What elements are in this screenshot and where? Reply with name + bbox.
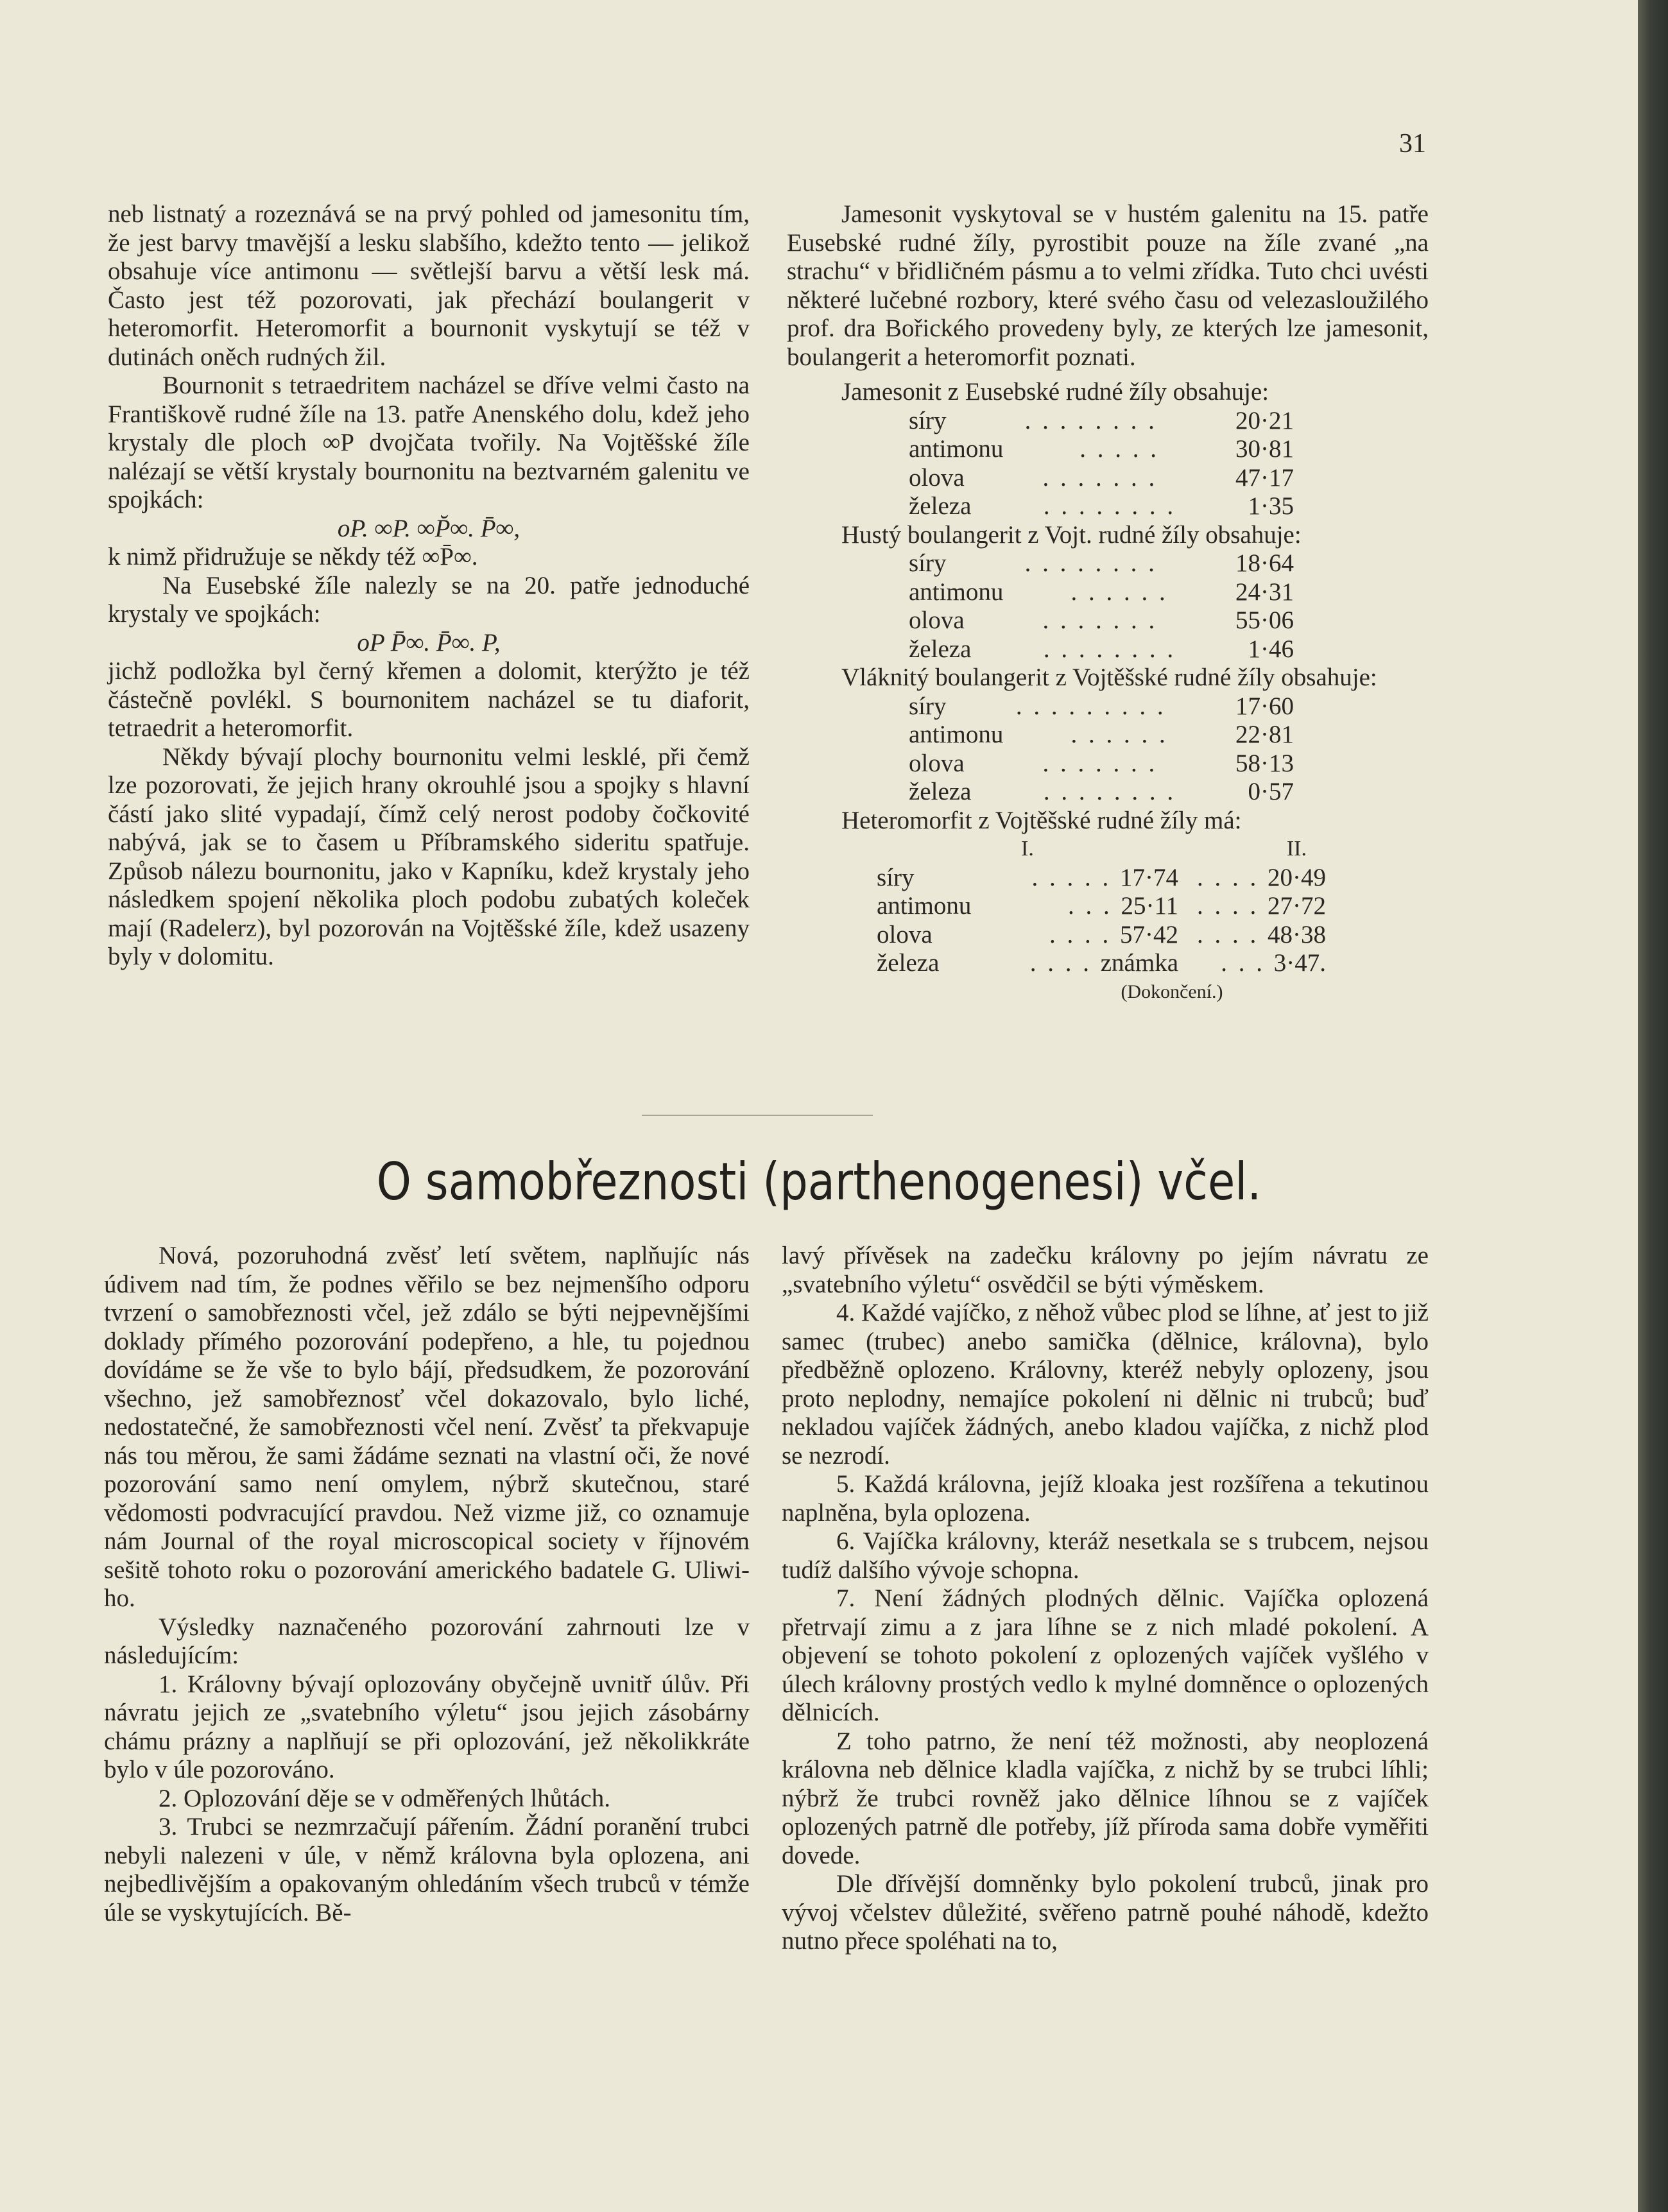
paragraph: 7. Není žádných plodných dělnic. Vajíčka oplozená přetrvají zimu a z jara líhne se z nich mladé pokolení. A objevení se tohoto pokolení z oplozených vajíček vyšlého v úlech královny prostých vedlo k mylné domněnce o oplozených dělnicích.	[782, 1584, 1429, 1726]
paragraph: Dle dřívější domněnky bylo pokolení trubců, jinak pro vývoj včelstev důležité, svěřeno patrně pouhé náhodě, kdežto nutno přece spoléhati na to,	[782, 1870, 1429, 1955]
element-value: 55·06	[1235, 606, 1294, 634]
element-value: 1·46	[1248, 635, 1294, 663]
table-row: železa . . . . . . . . 1·35	[909, 492, 1294, 520]
element-label: síry	[909, 692, 947, 720]
analysis-table-vlaknity-boulangerit	[909, 692, 1294, 807]
right-upper-column	[787, 200, 1429, 1006]
table-row: olova . . . . . . . 47·17	[909, 463, 1294, 492]
table-column-headers	[877, 835, 1326, 864]
column-header-ii: II.	[1286, 837, 1307, 861]
element-value: 22·81	[1235, 721, 1294, 748]
element-value: 47·17	[1235, 463, 1294, 492]
analysis-table-jamesonit	[909, 407, 1294, 521]
element-label: olova	[909, 606, 965, 634]
paragraph: Z toho patrno, že není též možnosti, aby neoplozená královna neb dělnice kladla vajíčka, z nichž by se trubci líhli; nýbrž že trubci rovněž jako dělnice líhnou se z vajíček oplozených patrně dle potřeby, jíž příroda sama dobře vyměřiti dovede.	[782, 1727, 1429, 1869]
table-row: olova . . . . . . . 55·06	[909, 606, 1294, 634]
analysis-table-heteromorfit	[877, 864, 1326, 978]
table-heading: Vláknitý boulangerit z Vojtěšské rudné žíly obsahuje:	[841, 664, 1377, 691]
paragraph: Výsledky naznačeného pozorování zahrnouti lze v následujícím:	[104, 1613, 750, 1669]
table-row: síry . . . . . . . . . 17·60	[909, 692, 1294, 720]
table-heading: Jamesonit z Eusebské rudné žíly obsahuje:	[841, 378, 1269, 406]
element-label: železa	[909, 635, 972, 663]
element-label: železa	[909, 778, 972, 805]
article-right-column	[782, 1242, 1429, 1956]
element-value: 17·60	[1235, 692, 1294, 720]
paragraph: Na Eusebské žíle nalezly se na 20. patře jednoduché krystaly ve spojkách:	[108, 571, 750, 628]
element-label: olova	[909, 463, 965, 492]
element-label: síry	[909, 406, 947, 434]
paragraph: 2. Oplozování děje se v odměřených lhůtách.	[159, 1784, 610, 1812]
value-ii: 48·38	[1268, 920, 1326, 948]
element-label: antimonu	[909, 435, 1004, 463]
element-label: olova	[877, 920, 933, 948]
table-row: olova . . . . . . . 58·13	[909, 749, 1294, 777]
element-value: 18·64	[1235, 549, 1294, 577]
value-ii: 27·72	[1268, 892, 1326, 920]
value-i: 25·11	[1121, 892, 1178, 920]
article-left-column	[104, 1242, 750, 1927]
paragraph: 1. Královny bývají oplozovány obyčejně uvnitř úlův. Při návratu jejich ze „svatebního výletu“ jsou jejich zásobárny chámu prázny a naplňují se při oplozování, jež několikkráte bylo v úle pozorováno.	[104, 1670, 750, 1783]
value-i: 17·74	[1120, 863, 1178, 891]
paragraph: Jamesonit vyskytoval se v hustém galenitu na 15. patře Eusebské rudné žíly, pyrostibit pouze na žíle zvané „na strachu“ v břidličném pásmu a to velmi zřídka. Tuto chci uvésti některé lučebné rozbory, které svého času od velezasloužilého prof. dra Bořického provedeny byly, ze kterých lze jamesonit, boulangerit a heteromorfit poznati.	[787, 200, 1429, 371]
paragraph: 3. Trubci se nezmrzačují pářením. Žádní poranění trubci nebyli nalezeni v úle, v němž královna byla oplozena, ani nejbedlivějším a opakovaným ohledáním všech trubců v témže úle se vyskytujících. Bě-	[104, 1813, 750, 1926]
element-label: síry	[909, 549, 947, 577]
continued-note: (Dokončení.)	[1121, 981, 1223, 1002]
paragraph: k nimž přidružuje se někdy též ∞P̄∞.	[108, 543, 478, 570]
analysis-table-husty-boulangerit	[909, 549, 1294, 664]
table-row: síry . . . . . . . . 20·21	[909, 406, 1294, 434]
element-label: olova	[909, 749, 965, 777]
table-row: železa . . . . . . . . 0·57	[909, 778, 1294, 805]
element-value: 0·57	[1248, 778, 1294, 805]
element-value: 1·35	[1248, 492, 1294, 520]
table-row: síry . . . . . . . . 18·64	[909, 549, 1294, 577]
value-i: známka	[1100, 949, 1178, 977]
value-ii: 20·49	[1268, 863, 1326, 891]
table-row: antimonu . . . 25·11 . . . . 27·72	[877, 892, 1326, 920]
page-number: 31	[1399, 129, 1426, 159]
table-row: antimonu . . . . . . 24·31	[909, 578, 1294, 606]
element-value: 58·13	[1235, 749, 1294, 777]
paragraph: lavý přívěsek na zadečku královny po jejím návratu ze „svatebního výletu“ osvědčil se býti výměskem.	[782, 1242, 1429, 1298]
crystal-formula: oP. ∞P. ∞P̆∞. P̄∞,	[337, 514, 520, 542]
element-label: síry	[877, 863, 915, 891]
article-title: O samobřeznosti (parthenogenesi) včel.	[376, 1152, 1262, 1212]
element-label: antimonu	[909, 578, 1004, 606]
paragraph: jichž podložka byl černý křemen a dolomit, kterýžto je též částečně povlékl. S bournonitem nacházel se tu diaforit, tetraedrit a heteromorfit.	[108, 657, 750, 742]
value-i: 57·42	[1120, 920, 1178, 948]
table-heading: Heteromorfit z Vojtěšské rudné žíly má:	[841, 806, 1242, 834]
table-heading: Hustý boulangerit z Vojt. rudné žíly obsahuje:	[841, 520, 1302, 549]
element-label: železa	[877, 949, 940, 977]
table-row: antimonu . . . . . 30·81	[909, 435, 1294, 463]
paragraph: 6. Vajíčka královny, kteráž nesetkala se s trubcem, nejsou tudíž dalšího vývoje schopna.	[782, 1527, 1429, 1584]
table-row: antimonu . . . . . . 22·81	[909, 721, 1294, 748]
column-header-i: I.	[1021, 837, 1034, 861]
paragraph: 4. Každé vajíčko, z něhož vůbec plod se líhne, ať jest to již samec (trubec) anebo samička (dělnice, královna), bylo předběžně oplozeno. Královny, kteréž nebyly oplozeny, jsou proto neplodny, nemajíce pokolení ni dělnic ni trubců; buď nekladou vajíček žádných, anebo kladou vajíčka, z nichž plod se nezrodí.	[782, 1299, 1429, 1470]
page-edge	[1638, 0, 1668, 2212]
paragraph: Někdy bývají plochy bournonitu velmi lesklé, při čemž lze pozorovati, že jejich hrany okrouhlé jsou a spojky s hlavní částí jako slité vypadají, čímž celý nerost podoby čočkovité nabývá, jak se to časem u Příbramského sideritu spatřuje. Způsob nálezu bournonitu, jako v Kapníku, kdež krystaly jeho následkem spojení několika ploch podobu zubatých koleček mají (Radelerz), byl pozorován na Vojtěšské žíle, kdež usazeny byly v dolomitu.	[108, 742, 750, 970]
section-divider	[642, 1115, 873, 1116]
element-value: 30·81	[1235, 435, 1294, 463]
element-value: 24·31	[1235, 578, 1294, 606]
element-label: železa	[909, 492, 972, 520]
element-label: antimonu	[909, 721, 1004, 748]
table-row: železa . . . . známka . . . 3·47.	[877, 949, 1326, 977]
paragraph: neb listnatý a rozeznává se na prvý pohled od jamesonitu tím, že jest barvy tmavější a lesku slabšího, kdežto tento — jelikož obsahuje více antimonu — světlejší barvu a větší lesk má. Často jest též pozorovati, jak přechází boulangerit v heteromorfit. Heteromorfit a bournonit vyskytují se též v dutinách oněch rudných žil.	[108, 200, 750, 371]
paragraph: Nová, pozoruhodná zvěsť letí světem, naplňujíc nás údivem nad tím, že podnes věřilo se bez nejmenšího odporu tvrzení o samobřeznosti včel, jež zdálo se býti nejpevnějšími doklady přímého pozorování podepřeno, a hle, tu pojednou dovídáme se že vše to bylo bájí, předsudkem, že pozorování všechno, jež samobřeznosť včel dokazovalo, bylo liché, nedostatečné, že samobřeznosti včel není. Zvěsť ta překvapuje nás tou měrou, že sami žádáme seznati na vlastní oči, že nové pozorování samo není omylem, nýbrž skutečnou, staré vědomosti podvracující pravdou. Než vizme již, co oznamuje nám Journal of the royal microscopical society v říjnovém sešitě tohoto roku o pozorování amerického badatele G. Uliwi-ho.	[104, 1242, 750, 1612]
value-ii: 3·47.	[1273, 949, 1326, 977]
element-label: antimonu	[877, 892, 972, 920]
table-row: olova . . . . 57·42 . . . . 48·38	[877, 920, 1326, 948]
table-row: síry . . . . . 17·74 . . . . 20·49	[877, 863, 1326, 891]
table-row: železa . . . . . . . . 1·46	[909, 635, 1294, 663]
element-value: 20·21	[1235, 406, 1294, 434]
paragraph: 5. Každá královna, jejíž kloaka jest rozšířena a tekutinou naplněna, byla oplozena.	[782, 1470, 1429, 1527]
crystal-formula: oP P̄∞. P̄∞. P,	[357, 628, 501, 656]
left-upper-column	[108, 200, 750, 972]
paragraph: Bournonit s tetraedritem nacházel se dříve velmi často na Františkově rudné žíle na 13. patře Anenského dolu, kdež jeho krystaly dle ploch ∞P dvojčata tvořily. Na Vojtěšské žíle nalézají se větší krystaly bournonitu na beztvarném galenitu ve spojkách:	[108, 372, 750, 513]
